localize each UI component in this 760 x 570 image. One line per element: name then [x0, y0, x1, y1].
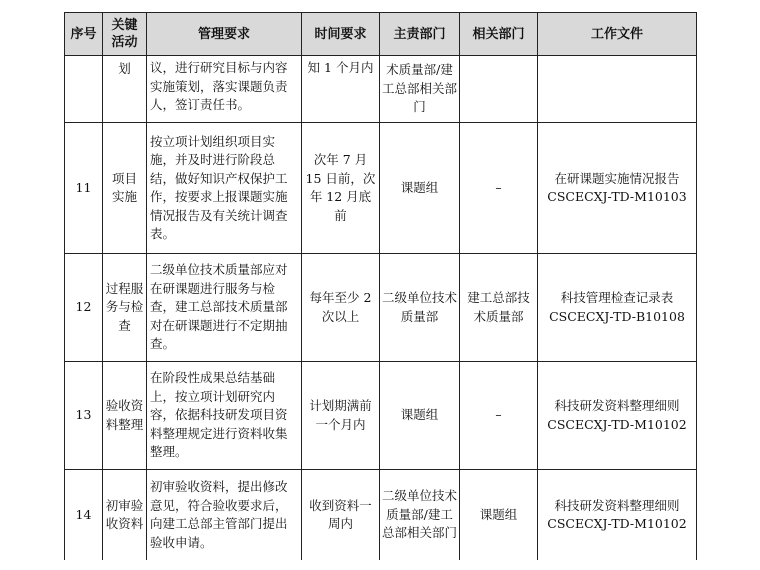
header-time: 时间要求 [302, 13, 380, 56]
header-related: 相关部门 [460, 13, 538, 56]
document-name: 在研课题实施情况报告 [554, 170, 680, 186]
document-code: CSCECXJ-TD-B10108 [549, 308, 685, 324]
row-related [460, 56, 538, 123]
row-requirement: 按立项计划组织项目实施，并及时进行阶段总结，做好知识产权保护工作，按要求上报课题实施情况报告及有关统计调查表。 [147, 123, 302, 254]
row-document [538, 470, 697, 561]
document-code: CSCECXJ-TD-M10102 [547, 416, 687, 432]
row-number: 13 [65, 362, 103, 470]
row-document [538, 362, 697, 470]
header-requirement: 管理要求 [147, 13, 302, 56]
row-activity: 验收资料整理 [103, 362, 147, 470]
row-requirement: 二级单位技术质量部应对在研课题进行服务与检查，建工总部技术质量部对在研课题进行不定期抽查。 [147, 254, 302, 362]
document-name: 科技管理检查记录表 [560, 290, 674, 305]
table-row [65, 470, 697, 561]
row-lead: 课题组 [380, 362, 460, 470]
row-time: 收到资料一周内 [302, 470, 380, 561]
row-activity: 过程服务与检查 [103, 254, 147, 362]
row-requirement: 初审验收资料，提出修改意见，符合验收要求后，向建工总部主管部门提出验收申请。 [147, 470, 302, 561]
document-code: CSCECXJ-TD-M10103 [547, 189, 687, 204]
document-name: 科技研发资料整理细则 [554, 398, 680, 413]
row-related: – [460, 123, 538, 254]
header-no: 序号 [65, 13, 103, 56]
row-time: 每年至少 2 次以上 [302, 254, 380, 362]
header-activity-text: 关键活动 [111, 18, 138, 50]
row-related: 课题组 [460, 470, 538, 561]
row-document [538, 56, 697, 123]
row-number: 11 [65, 123, 103, 254]
header-row [65, 13, 697, 56]
row-number: 14 [65, 470, 103, 561]
row-document [538, 123, 697, 254]
document-name: 科技研发资料整理细则 [554, 497, 680, 513]
table-row [65, 362, 697, 470]
row-lead: 二级单位技术质量部/建工总部相关部门 [380, 470, 460, 561]
row-activity-text: 项目实施 [111, 170, 137, 204]
row-lead: 二级单位技术质量部 [380, 254, 460, 362]
header-lead: 主责部门 [380, 13, 460, 56]
table-row [65, 254, 697, 362]
row-time: 次年 7 月 15 日前，次年 12 月底前 [302, 123, 380, 254]
row-time: 计划期满前一个月内 [302, 362, 380, 470]
row-lead: 术质量部/建工总部相关部门 [380, 56, 460, 123]
row-time: 知 1 个月内 [302, 56, 380, 123]
row-activity: 初审验收资料 [103, 470, 147, 561]
row-activity: 划 [103, 56, 147, 123]
header-document: 工作文件 [538, 13, 697, 56]
management-table [64, 12, 697, 560]
row-requirement: 在阶段性成果总结基础上，按立项计划研究内容，依据科技研发项目资料整理规定进行资料收集整理。 [147, 362, 302, 470]
table-row [65, 56, 697, 123]
row-number: 12 [65, 254, 103, 362]
document-code: CSCECXJ-TD-M10102 [547, 516, 687, 531]
row-activity [103, 123, 147, 254]
row-document [538, 254, 697, 362]
row-number [65, 56, 103, 123]
row-requirement: 议，进行研究目标与内容实施策划，落实课题负责人，签订责任书。 [147, 56, 302, 123]
table-row [65, 123, 697, 254]
row-related: – [460, 362, 538, 470]
header-activity [103, 13, 147, 56]
row-related: 建工总部技术质量部 [460, 254, 538, 362]
row-lead: 课题组 [380, 123, 460, 254]
